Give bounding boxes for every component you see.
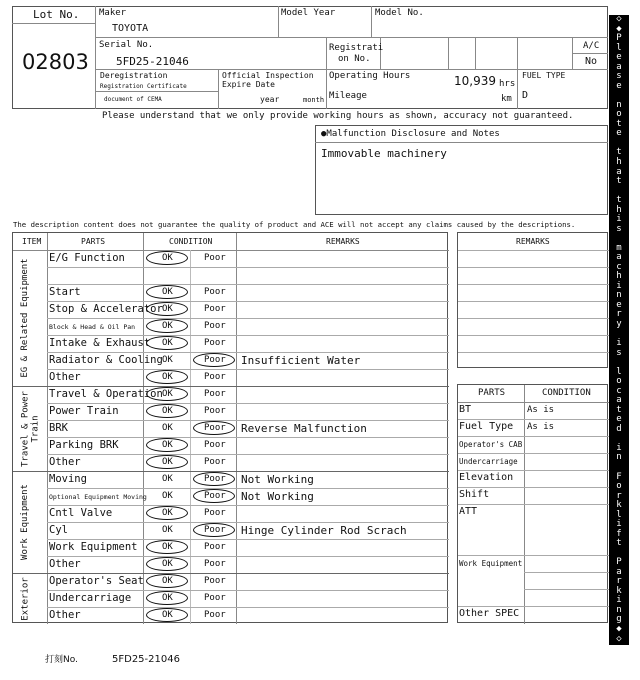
side-note-char: F [616, 471, 622, 482]
model-no-label: Model No. [375, 8, 424, 18]
poor-option: Poor [204, 440, 226, 450]
side-note-char: i [616, 214, 622, 225]
side-note-char: r [616, 576, 622, 587]
ok-option: OK [162, 355, 173, 365]
part-label: Other [49, 609, 81, 621]
poor-selected-mark [193, 489, 235, 503]
side-note-char: r [616, 309, 622, 320]
side-note-char: l [616, 366, 622, 377]
side-note-char: a [616, 252, 622, 263]
part-label: Power Train [49, 405, 119, 417]
inspection-label: Official Inspection [222, 71, 314, 80]
side-note-char: c [616, 261, 622, 272]
stamp-value: 5FD25-21046 [112, 654, 180, 665]
remark-text: Insufficient Water [241, 354, 361, 367]
right-row-divider [458, 419, 609, 420]
group-divider [13, 386, 449, 387]
side-note-char: g [616, 614, 622, 625]
side-note-char: c [616, 385, 622, 396]
side-note-char: h [616, 204, 622, 215]
ok-selected-mark [146, 285, 188, 299]
right-row-divider [458, 453, 609, 454]
hrs-unit: hrs [499, 79, 516, 89]
side-note-char: ◇ [616, 633, 622, 644]
ok-option: OK [162, 593, 173, 603]
side-note-char: P [616, 33, 622, 44]
right-parts-header: PARTS [478, 388, 506, 398]
side-note-char: e [616, 80, 622, 91]
right-row-divider [458, 606, 609, 607]
side-note-char: ◇ [616, 14, 622, 24]
side-note-char: e [616, 52, 622, 63]
poor-option: Poor [204, 406, 226, 416]
poor-selected-mark [193, 472, 235, 486]
row-divider [47, 318, 449, 319]
part-label: Cyl [49, 524, 68, 536]
row-divider [47, 522, 449, 523]
month-label: month [303, 96, 325, 104]
serial-label: Serial No. [99, 40, 154, 50]
row-divider [47, 607, 449, 608]
poor-option: Poor [204, 389, 226, 399]
poor-option: Poor [204, 474, 226, 484]
inspection-table [12, 232, 448, 623]
side-note-char: e [616, 299, 622, 310]
ok-selected-mark [146, 540, 188, 554]
registration-certificate-label: Registration Certificate [100, 83, 187, 90]
ok-selected-mark [146, 591, 188, 605]
part-label: Radiator & Cooling [49, 354, 163, 366]
document-label: document of CEMA [104, 96, 162, 103]
right-row-divider [524, 589, 609, 590]
inspection-label-2: Expire Date [222, 80, 275, 89]
right-part-label: Fuel Type [459, 421, 514, 432]
other-spec-label: Other SPEC [459, 608, 520, 619]
row-divider [47, 403, 449, 404]
part-label: Stop & Accelerator [49, 303, 163, 315]
part-label: Other [49, 371, 81, 383]
right-parts-table [457, 384, 608, 623]
right-row-divider [458, 436, 609, 437]
ok-selected-mark [146, 387, 188, 401]
poor-option: Poor [204, 593, 226, 603]
side-note-char: m [616, 242, 622, 253]
ok-option: OK [162, 491, 173, 501]
side-note-char: o [616, 109, 622, 120]
side-note-char: k [616, 585, 622, 596]
part-label: Operator's Seat [49, 575, 144, 587]
side-note-banner [609, 15, 629, 645]
row-divider [47, 420, 449, 421]
serial-value: 5FD25-21046 [116, 55, 189, 68]
part-label: Work Equipment [49, 541, 138, 553]
ok-selected-mark [146, 557, 188, 571]
right-row-divider [458, 352, 609, 353]
side-note-char: d [616, 423, 622, 434]
ok-option: OK [162, 576, 173, 586]
side-note-char: h [616, 271, 622, 282]
lot-number: 02803 [22, 50, 89, 74]
year-label: year [260, 95, 280, 104]
operating-hours-value: 10,939 [454, 74, 496, 88]
remark-text: Reverse Malfunction [241, 422, 367, 435]
poor-option: Poor [204, 253, 226, 263]
fuel-type-label: FUEL TYPE [522, 71, 566, 80]
row-divider [47, 369, 449, 370]
side-note-char: a [616, 395, 622, 406]
right-condition-header: CONDITION [542, 388, 591, 398]
work-equipment-label: Work Equipment [459, 559, 523, 568]
side-note-char: t [616, 404, 622, 415]
poor-option: Poor [204, 491, 226, 501]
poor-selected-mark [193, 421, 235, 435]
poor-option: Poor [204, 338, 226, 348]
side-note-char: f [616, 528, 622, 539]
remark-text: Not Working [241, 490, 314, 503]
model-year-label: Model Year [281, 8, 336, 18]
ok-selected-mark [146, 319, 188, 333]
ok-option: OK [162, 287, 173, 297]
row-divider [47, 556, 449, 557]
side-note-char: o [616, 376, 622, 387]
row-divider [47, 454, 449, 455]
km-unit: km [501, 94, 512, 104]
poor-option: Poor [204, 610, 226, 620]
header-remarks: REMARKS [326, 237, 360, 246]
header-block [12, 6, 608, 109]
side-note-char: i [616, 519, 622, 530]
right-row-divider [458, 318, 609, 319]
side-note-char: s [616, 347, 622, 358]
right-row-divider [458, 284, 609, 285]
side-note-char: a [616, 61, 622, 72]
side-note-char: e [616, 128, 622, 139]
right-row-divider [458, 335, 609, 336]
part-label: Travel & Operation [49, 388, 163, 400]
ok-selected-mark [146, 608, 188, 622]
ok-option: OK [162, 406, 173, 416]
side-note-char: r [616, 490, 622, 501]
part-label: Optional Equipment Moving [49, 493, 147, 501]
part-label: Intake & Exhaust [49, 337, 151, 349]
right-part-label: Undercarriage [459, 457, 518, 466]
ok-option: OK [162, 423, 173, 433]
right-row-divider [524, 572, 609, 573]
ok-selected-mark [146, 506, 188, 520]
ok-selected-mark [146, 302, 188, 316]
ok-selected-mark [146, 574, 188, 588]
remark-text: Not Working [241, 473, 314, 486]
maker-label: Maker [99, 8, 127, 18]
malfunction-title: ●Malfunction Disclosure and Notes [321, 129, 500, 139]
side-note-char: n [616, 452, 622, 463]
part-label: Parking BRK [49, 439, 119, 451]
ok-selected-mark [146, 251, 188, 265]
maker-value: TOYOTA [112, 23, 149, 34]
group-divider [13, 573, 449, 574]
ok-option: OK [162, 321, 173, 331]
side-note-char: i [616, 280, 622, 291]
poor-option: Poor [204, 287, 226, 297]
row-divider [47, 301, 449, 302]
row-divider [47, 488, 449, 489]
side-note-char: e [616, 414, 622, 425]
ok-option: OK [162, 304, 173, 314]
side-note-char: ◆ [616, 23, 622, 34]
row-divider [47, 267, 449, 268]
ok-selected-mark [146, 404, 188, 418]
ok-option: OK [162, 474, 173, 484]
group-label: Travel & Power Train [20, 390, 40, 467]
registration-label-2: on No. [338, 54, 371, 64]
side-note-char: l [616, 42, 622, 53]
right-row-divider [458, 504, 609, 505]
ok-option: OK [162, 389, 173, 399]
right-row-divider [458, 470, 609, 471]
poor-option: Poor [204, 304, 226, 314]
poor-option: Poor [204, 457, 226, 467]
header-parts: PARTS [81, 237, 106, 246]
ac-label: A/C [583, 41, 600, 51]
poor-option: Poor [204, 423, 226, 433]
side-note-char: i [616, 442, 622, 453]
ok-option: OK [162, 508, 173, 518]
side-note-char: n [616, 604, 622, 615]
side-note-char: a [616, 566, 622, 577]
side-note-char: i [616, 595, 622, 606]
ok-option: OK [162, 338, 173, 348]
header-item: ITEM [22, 237, 42, 246]
right-condition-value: As is [527, 422, 555, 432]
ok-option: OK [162, 542, 173, 552]
side-note-char: y [616, 319, 622, 329]
header-divider [13, 250, 449, 251]
right-row-divider [458, 267, 609, 268]
row-divider [47, 437, 449, 438]
column-divider [47, 233, 48, 624]
part-label: Moving [49, 473, 87, 485]
row-divider [47, 284, 449, 285]
stamp-label: 打刻No. [45, 655, 78, 665]
right-part-label: Operator's CAB [459, 440, 523, 449]
row-divider [47, 352, 449, 353]
right-row-divider [458, 250, 609, 251]
ok-selected-mark [146, 438, 188, 452]
poor-option: Poor [204, 576, 226, 586]
fuel-type-value: D [522, 90, 529, 101]
side-note-char: a [616, 166, 622, 177]
row-divider [47, 539, 449, 540]
deregistration-label: Deregistration [100, 71, 168, 80]
side-note-char: s [616, 71, 622, 82]
group-divider [13, 471, 449, 472]
side-note-char: i [616, 338, 622, 349]
part-label: Other [49, 456, 81, 468]
side-note-char: t [616, 538, 622, 549]
part-label: Cntl Valve [49, 507, 113, 519]
ok-option: OK [162, 610, 173, 620]
right-row-divider [458, 301, 609, 302]
part-label: Undercarriage [49, 592, 132, 604]
ok-option: OK [162, 372, 173, 382]
group-label: Exterior [20, 576, 30, 621]
row-divider [47, 505, 449, 506]
side-note-char: k [616, 500, 622, 511]
registration-label: Registrati [329, 43, 384, 53]
ok-selected-mark [146, 455, 188, 469]
disclaimer: The description content does not guarantee the quality of product and ACE will not accept any claims caused by the descriptions. [13, 220, 576, 229]
ok-option: OK [162, 253, 173, 263]
side-note-char: h [616, 156, 622, 167]
group-label: Work Equipment [20, 484, 30, 560]
ok-option: OK [162, 559, 173, 569]
working-hours-notice: Please understand that we only provide working hours as shown, accuracy not guaranteed. [102, 111, 574, 121]
part-label: Start [49, 286, 81, 298]
header-condition: CONDITION [169, 237, 213, 246]
ok-option: OK [162, 440, 173, 450]
poor-option: Poor [204, 508, 226, 518]
poor-selected-mark [193, 353, 235, 367]
column-divider [236, 233, 237, 624]
poor-option: Poor [204, 372, 226, 382]
ok-selected-mark [146, 370, 188, 384]
right-part-label: Elevation [459, 472, 514, 483]
side-note-char: t [616, 147, 622, 158]
poor-option: Poor [204, 559, 226, 569]
ok-selected-mark [146, 336, 188, 350]
ok-option: OK [162, 525, 173, 535]
ok-option: OK [162, 457, 173, 467]
poor-selected-mark [193, 523, 235, 537]
right-header-divider [458, 402, 609, 403]
remark-text: Hinge Cylinder Rod Scrach [241, 524, 407, 537]
group-label: EG & Related Equipment [20, 258, 30, 378]
ac-value: No [585, 56, 598, 67]
right-part-label: Shift [459, 489, 490, 500]
side-note-char: n [616, 99, 622, 110]
right-part-label: ATT [459, 506, 478, 517]
column-divider [143, 233, 144, 624]
part-label: Other [49, 558, 81, 570]
right-remarks-header: REMARKS [516, 237, 550, 246]
part-label: E/G Function [49, 252, 125, 264]
malfunction-text: Immovable machinery [321, 147, 447, 160]
lot-label: Lot No. [33, 8, 80, 21]
side-note-char: ◆ [616, 624, 622, 634]
row-divider [47, 335, 449, 336]
poor-option: Poor [204, 542, 226, 552]
poor-option: Poor [204, 321, 226, 331]
side-note-char: t [616, 176, 622, 187]
side-note-char: P [616, 557, 622, 568]
row-divider [47, 590, 449, 591]
side-note-char: t [616, 195, 622, 206]
poor-option: Poor [204, 525, 226, 535]
part-label: Block & Head & Oil Pan [49, 323, 136, 331]
side-note-char: o [616, 481, 622, 492]
side-note-char: t [616, 118, 622, 129]
mileage-label: Mileage [329, 91, 367, 101]
part-label: BRK [49, 422, 68, 434]
operating-hours-label: Operating Hours [329, 71, 411, 81]
side-note-char: s [616, 223, 622, 234]
right-part-label: BT [459, 404, 472, 415]
poor-option: Poor [204, 355, 226, 365]
right-remarks-table [457, 232, 608, 368]
side-note-char: l [616, 509, 622, 520]
right-row-divider [458, 487, 609, 488]
side-note-char: n [616, 290, 622, 301]
right-condition-value: As is [527, 405, 555, 415]
right-row-divider [458, 555, 609, 556]
